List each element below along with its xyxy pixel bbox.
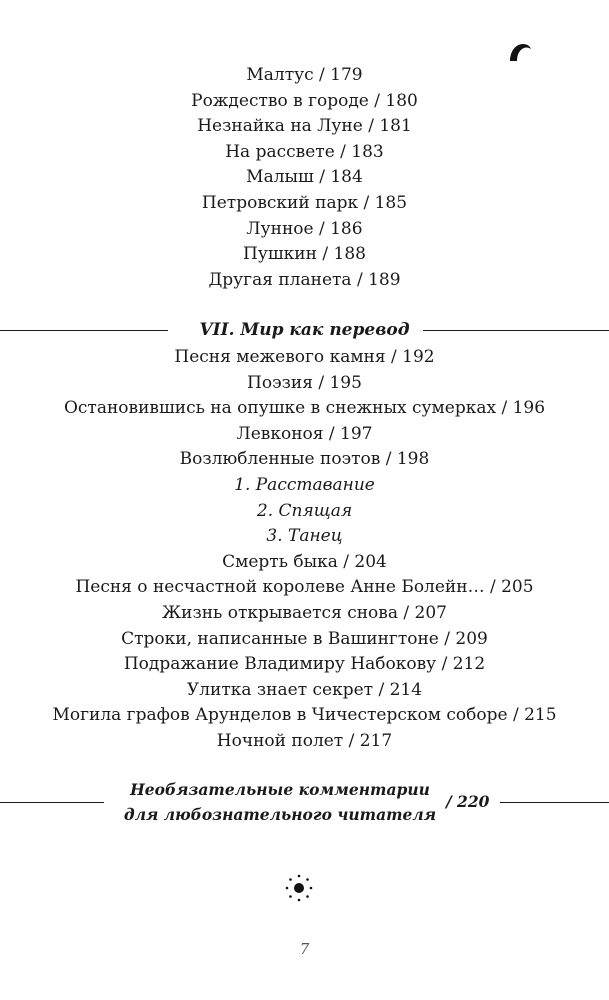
toc-entry: Строки, написанные в Вашингтоне / 209 [121, 628, 488, 649]
toc-entry: Песня межевого камня / 192 [174, 347, 435, 367]
toc-entry: Малыш / 184 [246, 167, 363, 188]
crescent-moon-icon [508, 42, 532, 62]
toc-entry: Песня о несчастной королеве Анне Болейн… / 205 [75, 577, 534, 598]
toc-entry: Незнайка на Луне / 181 [197, 116, 412, 137]
toc-entry: Пушкин / 188 [243, 244, 366, 265]
comments-page-ref: / 220 [446, 792, 490, 811]
section-rule-right [423, 330, 609, 331]
section-title: VII. Мир как перевод [199, 320, 410, 340]
toc-subentry: 2. Спящая [256, 500, 353, 521]
sun-dots-icon [283, 872, 315, 904]
toc-entry: Могила графов Арунделов в Чичестерском соборе / 215 [52, 705, 557, 726]
toc-entry: Петровский парк / 185 [201, 192, 408, 213]
toc-entry: Ночной полет / 217 [216, 730, 393, 751]
comments-rule-left [0, 802, 104, 803]
toc-entry: Левконоя / 197 [236, 423, 373, 444]
toc-entry: Малтус / 179 [246, 65, 363, 85]
toc-list-part-1 [0, 63, 609, 293]
toc-entry: На рассвете / 183 [225, 141, 384, 162]
comments-title [110, 777, 450, 827]
toc-entry: Жизнь открывается снова / 207 [162, 602, 447, 623]
toc-entry: Подражание Владимиру Набокову / 212 [123, 654, 486, 675]
comments-rule-right [500, 802, 609, 803]
toc-entry: Смерть быка / 204 [222, 551, 387, 572]
toc-entry: Улитка знает секрет / 214 [186, 679, 423, 700]
toc-entry: Рождество в городе / 180 [191, 90, 418, 111]
page-number: 7 [299, 940, 310, 958]
toc-entry: Поэзия / 195 [247, 372, 362, 393]
toc-entry: Остановившись на опушке в снежных сумерках / 196 [63, 398, 546, 419]
comments-title-line-1: Необязательные комментарии [130, 780, 430, 799]
toc-entry: Другая планета / 189 [208, 269, 401, 290]
comments-title-line-2: для любознательного читателя [123, 805, 437, 824]
toc-subentry: 1. Расставание [234, 474, 375, 495]
toc-entry: Возлюбленные поэтов / 198 [179, 449, 430, 470]
toc-entry: Лунное / 186 [246, 218, 363, 239]
toc-subentry: 3. Танец [266, 526, 343, 547]
toc-list-part-2 [0, 345, 609, 755]
